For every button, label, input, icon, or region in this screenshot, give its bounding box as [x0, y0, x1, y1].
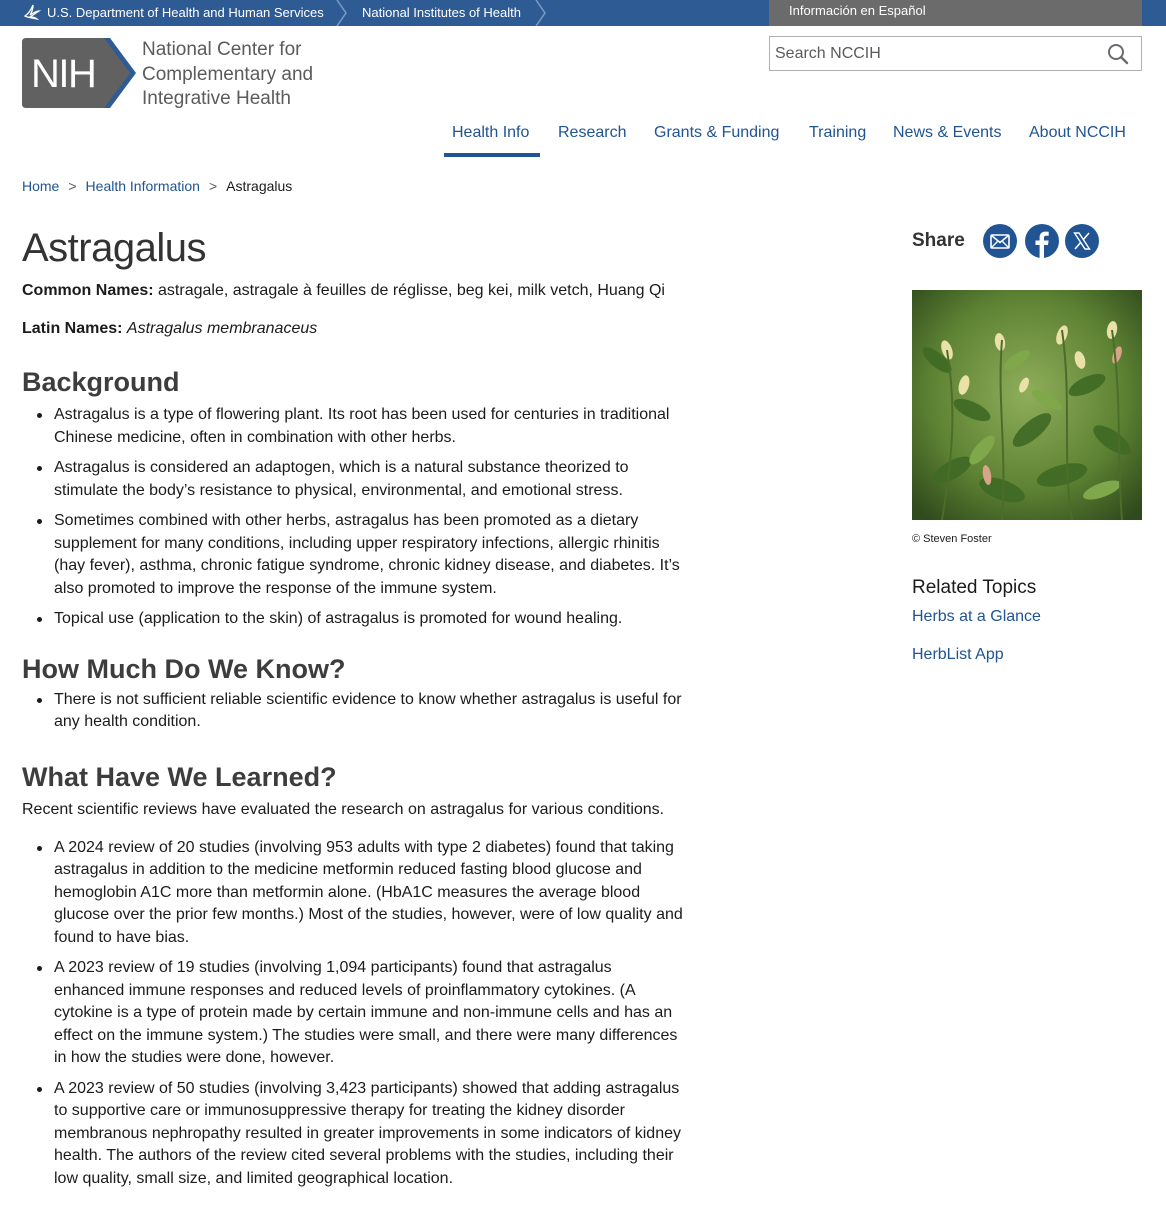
page-title: Astragalus	[22, 226, 206, 270]
hhs-label: U.S. Department of Health and Human Services	[47, 5, 324, 20]
list-item: Topical use (application to the skin) of astragalus is promoted for wound healing.	[32, 608, 686, 631]
learned-list	[32, 837, 686, 1191]
learned-heading: What Have We Learned?	[22, 761, 337, 792]
latin-names	[22, 318, 686, 340]
common-names-label: Common Names:	[22, 282, 154, 299]
hhs-link[interactable]	[22, 0, 324, 26]
common-names	[22, 280, 686, 302]
list-item: A 2024 review of 20 studies (involving 953 adults with type 2 diabetes) found that taking astragalus in addition to the medicine metformin reduced fasting blood glucose and hemoglobin A1C more than metformin alone. (HbA1C measures the average blood glucose over the prior few months.) Most of the studies, however, were of low quality and found to have bias.	[32, 837, 686, 950]
breadcrumb-separator: >	[208, 178, 218, 194]
org-name-line: National Center for	[142, 39, 302, 60]
main-content	[22, 224, 686, 1198]
nih-logo-icon	[22, 38, 137, 110]
breadcrumb-chevron-icon	[336, 0, 348, 26]
gov-bar	[0, 0, 1166, 26]
breadcrumb-separator: >	[68, 178, 77, 194]
latin-names-label: Latin Names:	[22, 320, 123, 337]
nav-grants-funding[interactable]: Grants & Funding	[654, 124, 780, 141]
list-item: Astragalus is a type of flowering plant. Its root has been used for centuries in traditional Chinese medicine, often in combination with other herbs.	[32, 404, 686, 449]
nav-research[interactable]: Research	[558, 124, 627, 141]
hhs-eagle-icon	[22, 2, 42, 22]
svg-text:NIH: NIH	[31, 52, 96, 96]
search-box	[769, 36, 1142, 71]
list-item: Astragalus is considered an adaptogen, which is a natural substance theorized to stimulate the body’s resistance to physical, environmental, and emotional stress.	[32, 457, 686, 502]
share-label: Share	[912, 230, 965, 251]
latin-names-value: Astragalus membranaceus	[126, 320, 318, 337]
learned-intro: Recent scientific reviews have evaluated the research on astragalus for various conditions.	[22, 800, 665, 818]
nav-about-nccih[interactable]: About NCCIH	[1029, 124, 1126, 141]
nav-health-info[interactable]: Health Info	[444, 120, 540, 157]
nav-news-events[interactable]: News & Events	[893, 124, 1002, 141]
how-much-list	[32, 689, 686, 734]
search-input[interactable]	[770, 37, 1090, 70]
common-names-value: astragale, astragale à feuilles de réglisse, beg kei, milk vetch, Huang Qi	[158, 282, 665, 299]
astragalus-plant-image	[912, 290, 1142, 520]
breadcrumb	[22, 178, 292, 195]
list-item: A 2023 review of 19 studies (involving 1,094 participants) found that astragalus enhanced immune responses and reduced levels of proinflammatory cytokines. (A cytokine is a type of protein made by certain immune and non-immune cells and has an effect on the immune system.) The studies were small, and there were many differences in how the studies were done, however.	[32, 957, 686, 1070]
background-heading: Background	[22, 367, 180, 397]
breadcrumb-chevron-icon	[535, 0, 547, 26]
related-link-herblist-app[interactable]: HerbList App	[912, 646, 1004, 663]
facebook-icon[interactable]	[1025, 224, 1059, 258]
breadcrumb-current: Astragalus	[226, 178, 293, 194]
org-name[interactable]	[142, 38, 362, 112]
org-name-line: Integrative Health	[142, 88, 291, 109]
list-item: Sometimes combined with other herbs, astragalus has been promoted as a dietary supplement for many conditions, including upper respiratory infections, allergic rhinitis (hay fever), asthma, chronic fatigue syndrome, chronic kidney disease, and diabetes. It’s also promoted to improve the response of the immune system.	[32, 510, 686, 600]
espanol-link[interactable]: Información en Español	[769, 0, 1142, 26]
list-item: A 2023 review of 50 studies (involving 3,423 participants) showed that adding astragalus to supportive care or immunosuppressive therapy for treating the kidney disorder membranous nephropathy resulted in greater improvements in some indicators of kidney health. The authors of the review cited several problems with the studies, including their low quality, small size, and limited geographical location.	[32, 1078, 686, 1191]
breadcrumb-home[interactable]: Home	[22, 178, 60, 194]
how-much-heading: How Much Do We Know?	[22, 653, 346, 684]
nih-logo[interactable]	[22, 38, 137, 110]
astragalus-photo	[912, 290, 1142, 520]
photo-caption: © Steven Foster	[912, 533, 992, 545]
related-topics-heading: Related Topics	[912, 577, 1037, 598]
x-icon[interactable]	[1065, 224, 1099, 258]
related-link-herbs-at-a-glance[interactable]: Herbs at a Glance	[912, 608, 1041, 625]
nav-training[interactable]: Training	[809, 124, 867, 141]
background-list	[32, 404, 686, 631]
main-nav	[0, 120, 1166, 160]
search-icon[interactable]	[1107, 43, 1129, 65]
breadcrumb-health-information[interactable]: Health Information	[85, 178, 200, 194]
nih-link[interactable]: National Institutes of Health	[362, 5, 521, 20]
list-item: There is not sufficient reliable scientific evidence to know whether astragalus is useful for any health condition.	[32, 689, 686, 734]
org-name-line: Complementary and	[142, 63, 314, 85]
email-icon[interactable]	[983, 224, 1017, 258]
